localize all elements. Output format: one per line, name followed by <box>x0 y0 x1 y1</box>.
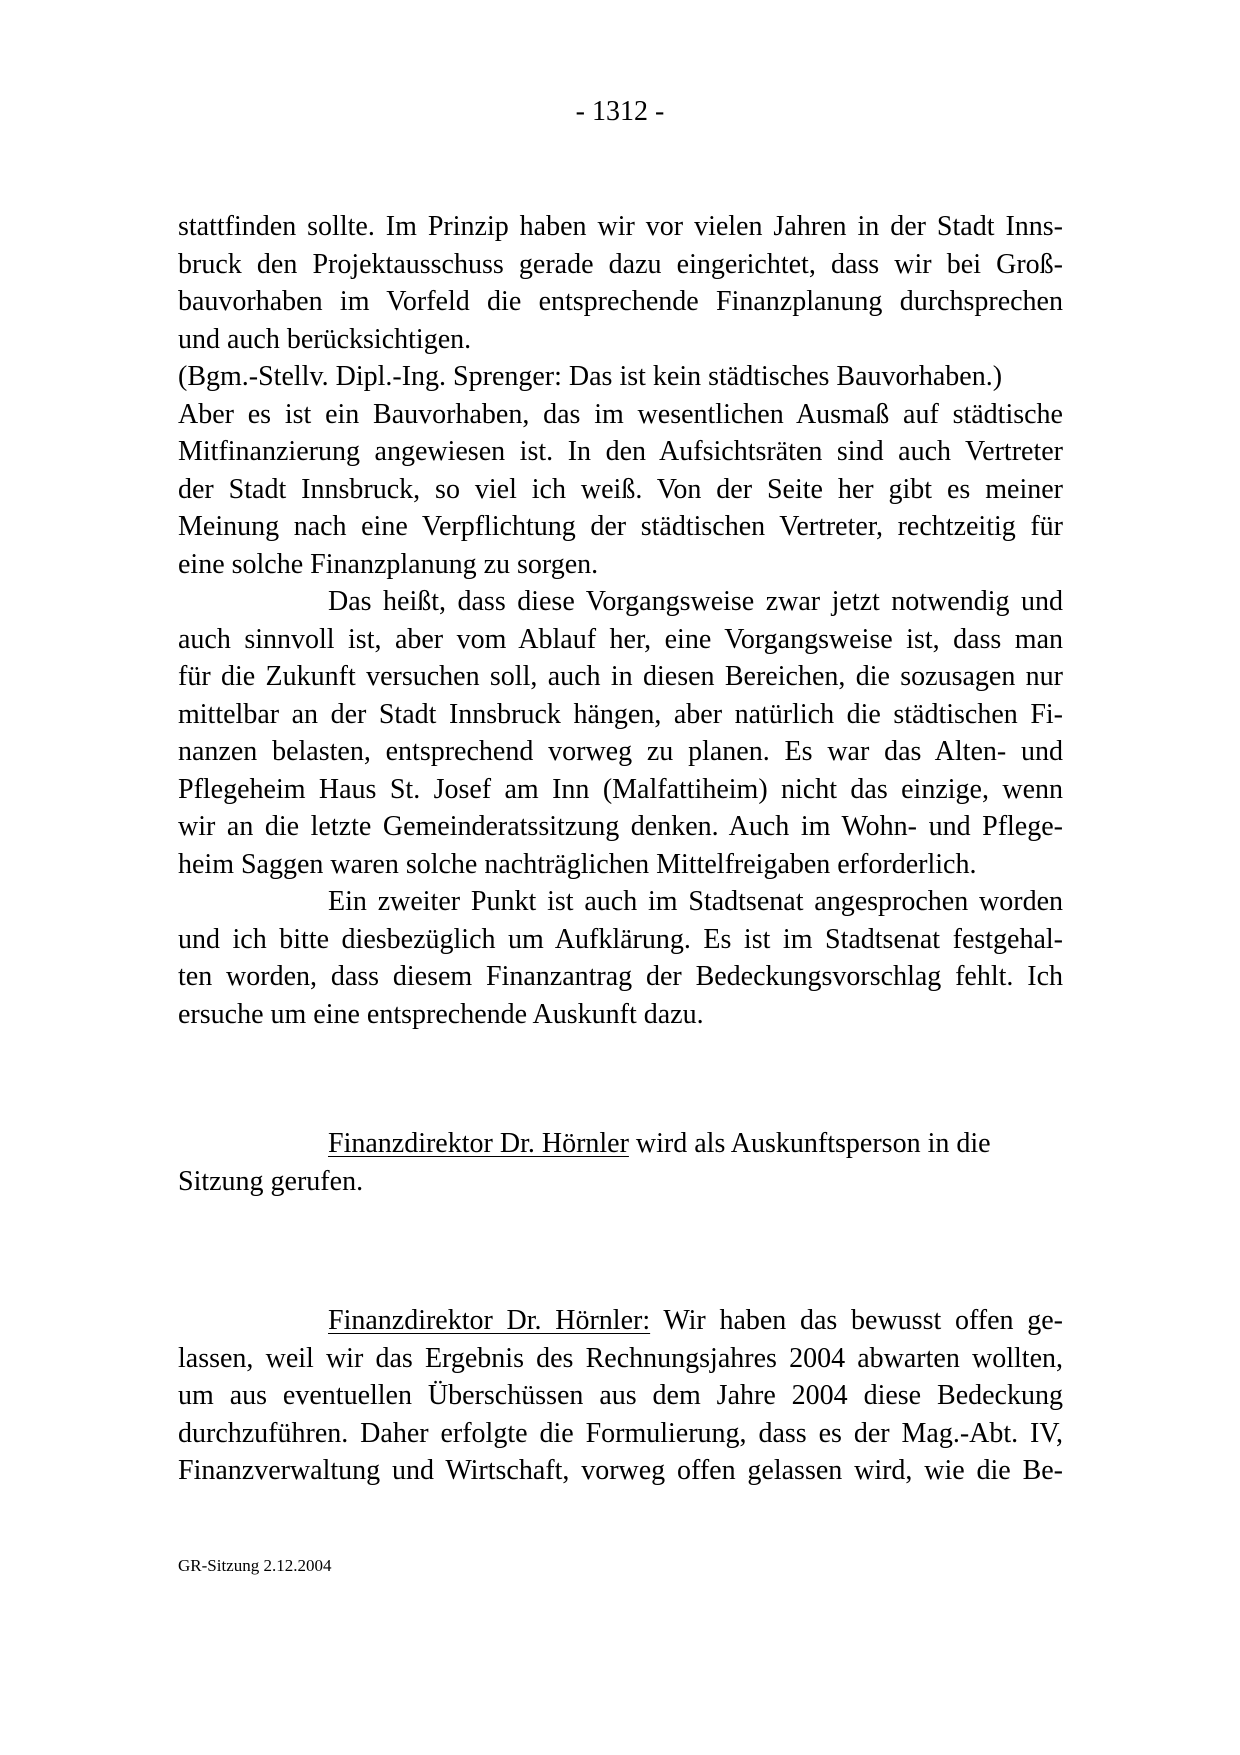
text-line: auch sinnvoll ist, aber vom Ablauf her, eine Vorgangsweise ist, dass man <box>178 623 1063 655</box>
text-line: Sitzung gerufen. <box>178 1165 364 1197</box>
text-line: für die Zukunft versuchen soll, auch in diesen Bereichen, die sozusagen nur <box>178 661 1063 692</box>
text-line: wir an die letzte Gemeinderatssitzung denken. Auch im Wohn- und Pflege- <box>178 811 1063 842</box>
text-line: durchzuführen. Daher erfolgte die Formulierung, dass es der Mag.-Abt. IV, <box>178 1417 1063 1449</box>
text-line: Mitfinanzierung angewiesen ist. In den Aufsichtsräten sind auch Vertreter <box>178 436 1063 467</box>
speaker-name: Finanzdirektor Dr. Hörnler <box>328 1128 629 1159</box>
text-line: Meinung nach eine Verpflichtung der städtischen Vertreter, rechtzeitig für <box>178 511 1063 542</box>
text-line <box>178 1302 1063 1340</box>
text-line: Finanzverwaltung und Wirtschaft, vorweg offen gelassen wird, wie die Be- <box>178 1455 1063 1486</box>
text-line: stattfinden sollte. Im Prinzip haben wir vor vielen Jahren in der Stadt Inns- <box>178 211 1063 242</box>
text-line: eine solche Finanzplanung zu sorgen. <box>178 548 599 580</box>
text-line: um aus eventuellen Überschüssen aus dem Jahre 2004 diese Bedeckung <box>178 1380 1063 1411</box>
text-line: lassen, weil wir das Ergebnis des Rechnungsjahres 2004 abwarten wollten, <box>178 1342 1063 1374</box>
statement-text: Wir haben das bewusst offen ge- <box>650 1305 1063 1336</box>
text-line: heim Saggen waren solche nachträglichen Mittelfreigaben erforderlich. <box>178 848 977 880</box>
text-line: bruck den Projektausschuss gerade dazu eingerichtet, dass wir bei Groß- <box>178 248 1063 280</box>
text-line: ersuche um eine entsprechende Auskunft dazu. <box>178 998 704 1030</box>
text-line <box>178 1125 1063 1163</box>
text-line: Ein zweiter Punkt ist auch im Stadtsenat angesprochen worden <box>328 886 1063 917</box>
text-line: bauvorhaben im Vorfeld die entsprechende Finanzplanung durchsprechen <box>178 286 1063 317</box>
text-line: und ich bitte diesbezüglich um Aufklärung. Es ist im Stadtsenat festgehal- <box>178 923 1063 955</box>
page-number: - 1312 - <box>575 96 665 127</box>
body-text-section-1 <box>178 208 1063 1033</box>
note-text: wird als Auskunftsperson in die <box>628 1128 991 1159</box>
speaker-statement <box>178 1302 1063 1490</box>
text-line: mittelbar an der Stadt Innsbruck hängen, aber natürlich die städtischen Fi- <box>178 698 1063 730</box>
text-line: und auch berücksichtigen. <box>178 323 472 355</box>
text-line: Aber es ist ein Bauvorhaben, das im wesentlichen Ausmaß auf städtische <box>178 398 1063 430</box>
text-line: Das heißt, dass diese Vorgangsweise zwar jetzt notwendig und <box>328 586 1063 617</box>
interjection-line: (Bgm.-Stellv. Dipl.-Ing. Sprenger: Das ist kein städtisches Bauvorhaben.) <box>178 361 1003 392</box>
speaker-name: Finanzdirektor Dr. Hörnler: <box>328 1305 651 1336</box>
procedural-note <box>178 1125 1063 1200</box>
footer-session-date: GR-Sitzung 2.12.2004 <box>178 1556 332 1575</box>
text-line: ten worden, dass diesem Finanzantrag der Bedeckungsvorschlag fehlt. Ich <box>178 961 1063 992</box>
text-line: der Stadt Innsbruck, so viel ich weiß. Von der Seite her gibt es meiner <box>178 473 1063 505</box>
text-line: Pflegeheim Haus St. Josef am Inn (Malfattiheim) nicht das einzige, wenn <box>178 773 1063 805</box>
text-line: nanzen belasten, entsprechend vorweg zu planen. Es war das Alten- und <box>178 736 1063 767</box>
